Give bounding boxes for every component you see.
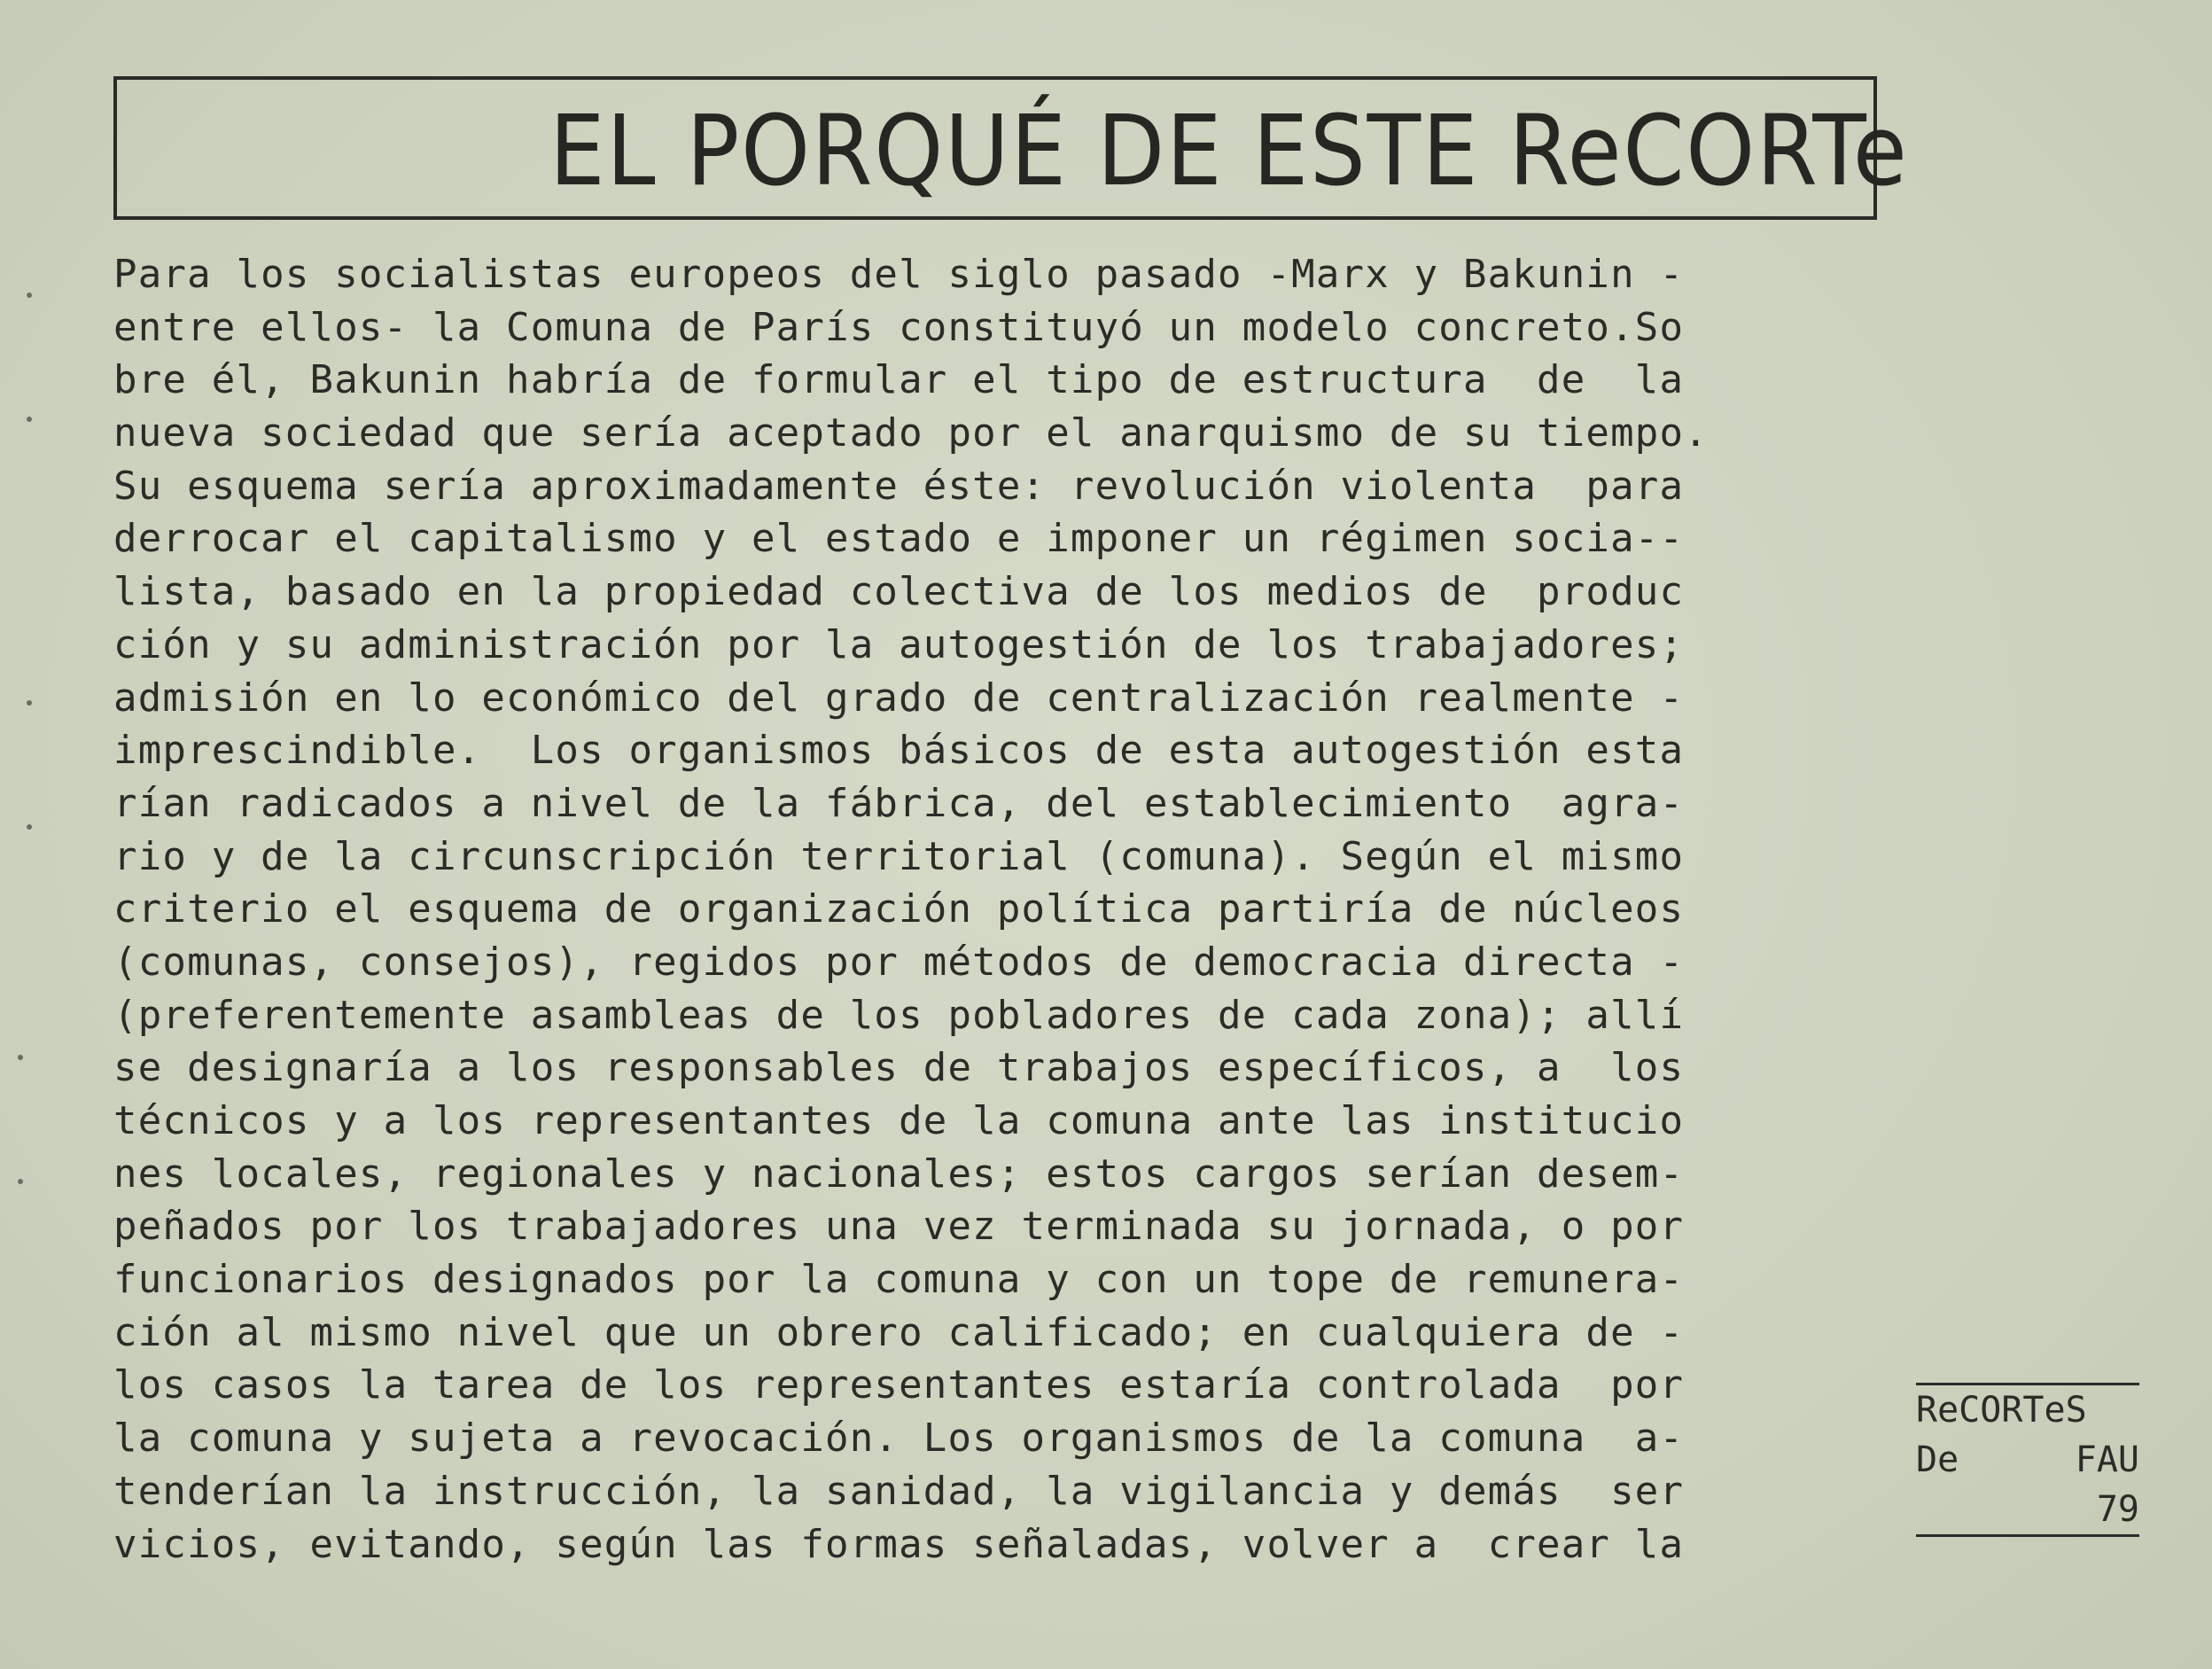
text-line: (preferentemente asambleas de los pobladores de cada zona); allí [113,992,1685,1038]
text-line: técnicos y a los representantes de la comuna ante las institucio [113,1098,1685,1143]
text-line: entre ellos- la Comuna de París constituyó un modelo concreto.So [113,304,1685,350]
speck [27,292,32,298]
text-line: ción y su administración por la autogestión de los trabajadores; [113,621,1685,667]
text-line: los casos la tarea de los representantes estaría controlada por [113,1362,1685,1408]
page-number: 79 [2096,1489,2139,1530]
text-line: nes locales, regionales y nacionales; estos cargos serían desem- [113,1150,1685,1197]
text-line: tenderían la instrucción, la sanidad, la vigilancia y demás ser [113,1468,1685,1514]
publication-marker [1916,1383,2139,1537]
speck [27,417,32,422]
text-line: criterio el esquema de organización política partiría de núcleos [113,886,1685,932]
publication-org [1916,1435,2139,1485]
text-line: ción al mismo nivel que un obrero calificado; en cualquiera de - [113,1309,1685,1355]
text-line: funcionarios designados por la comuna y con un tope de remunera- [113,1257,1685,1303]
text-line: peñados por los trabajadores una vez terminada su jornada, o por [113,1204,1685,1250]
publication-de: De [1916,1439,1959,1480]
speck [27,824,32,830]
speck [27,700,32,706]
text-line: nueva sociedad que sería aceptado por el anarquismo de su tiempo. [113,410,1709,456]
text-line: rio y de la circunscripción territorial (comuna). Según el mismo [113,833,1685,879]
publication-fau: FAU [2075,1439,2139,1480]
title-box [113,76,1909,220]
text-line: la comuna y sujeta a revocación. Los organismos de la comuna a- [113,1416,1685,1462]
page-title: EL PORQUÉ DE ESTE ReCORTe [549,94,1909,207]
text-line: rían radicados a nivel de la fábrica, del establecimiento agra- [113,780,1685,826]
text-line: imprescindible. Los organismos básicos de esta autogestión esta [113,728,1685,774]
text-line: bre él, Bakunin habría de formular el tipo de estructura de la [113,357,1685,403]
text-line: admisión en lo económico del grado de centralización realmente - [113,675,1685,721]
text-line: derrocar el capitalismo y el estado e imponer un régimen socia-- [113,516,1685,562]
text-line: se designaría a los responsables de trabajos específicos, a los [113,1045,1685,1091]
publication-name: ReCORTeS [1916,1390,2087,1431]
text-line: Para los socialistas europeos del siglo pasado -Marx y Bakunin - [113,252,1685,297]
speck [18,1179,23,1184]
text-line: (comunas, consejos), regidos por métodos de democracia directa - [113,939,1685,985]
text-line: vicios, evitando, según las formas señaladas, volver a crear la [113,1521,1685,1567]
text-line: lista, basado en la propiedad colectiva de los medios de produc [113,569,1685,615]
bottom-rule [1916,1534,2139,1537]
speck [18,1055,23,1060]
text-line: Su esquema sería aproximadamente éste: revolución violenta para [113,463,1685,509]
article-body [113,248,1904,1571]
